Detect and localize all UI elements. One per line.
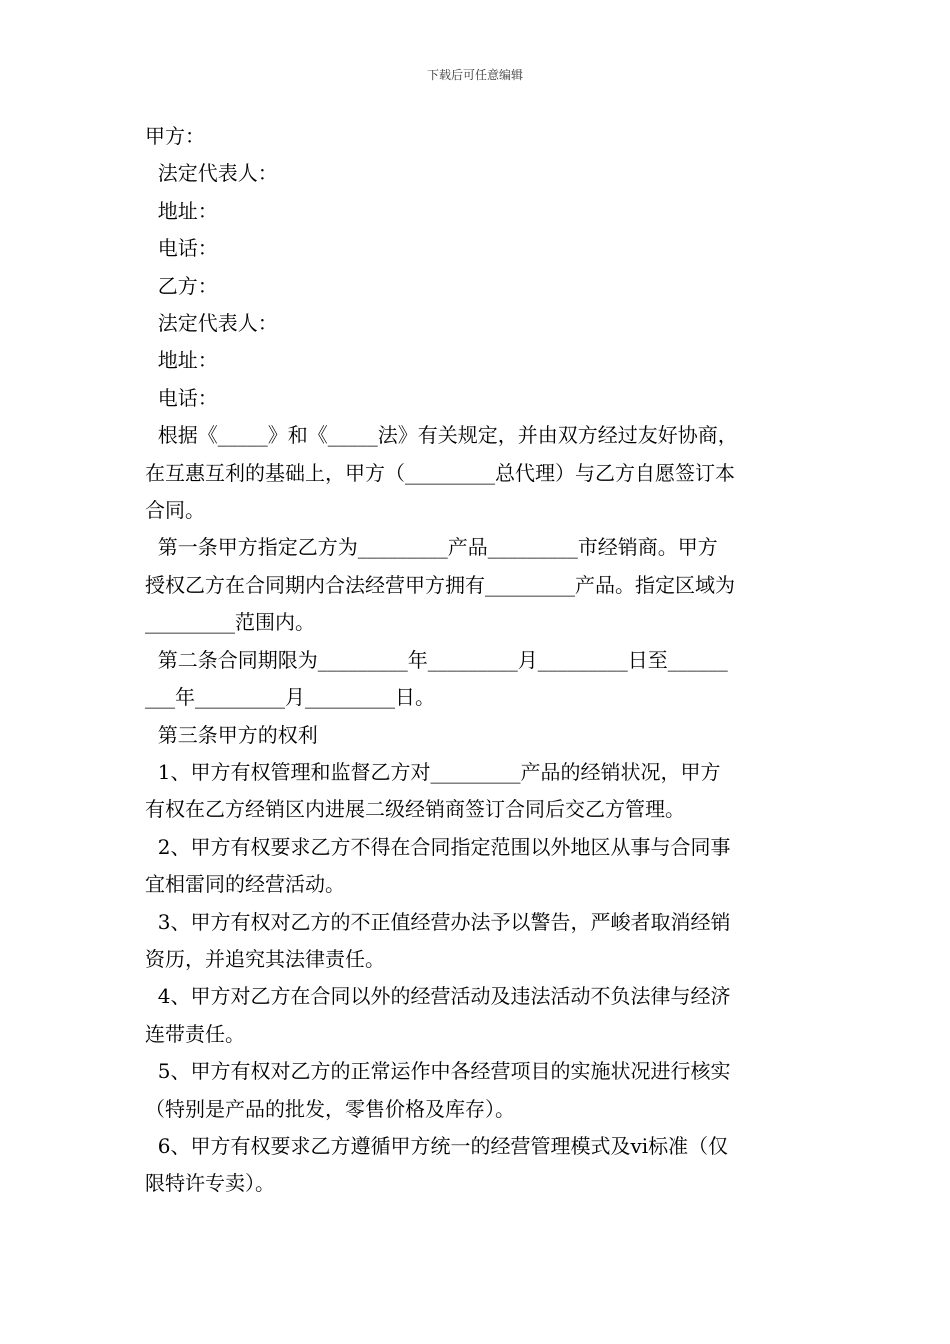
clause-3-line: 资历，并追究其法律责任。 — [145, 946, 385, 971]
party-a-legal-rep: 法定代表人： — [145, 161, 278, 186]
clause-2-line: 宜相雷同的经营活动。 — [145, 872, 345, 897]
clause-2-line: 2、甲方有权要求乙方不得在合同指定范围以外地区从事与合同事 — [145, 834, 731, 859]
party-a-phone: 电话： — [145, 236, 218, 261]
article-3-heading: 第三条甲方的权利 — [145, 722, 318, 747]
party-a-address: 地址： — [145, 198, 218, 223]
party-b-address: 地址： — [145, 348, 218, 373]
article-1-line: _________范围内。 — [145, 610, 315, 635]
article-1-line: 授权乙方在合同期内合法经营甲方拥有_________产品。指定区域为 — [145, 572, 735, 597]
clause-3-line: 3、甲方有权对乙方的不正值经营办法予以警告，严峻者取消经销 — [145, 909, 731, 934]
article-2-line: ___年_________月_________日。 — [145, 685, 435, 710]
preamble-line: 合同。 — [145, 498, 205, 523]
page-header-note: 下载后可任意编辑 — [426, 68, 523, 82]
clause-1-line: 1、甲方有权管理和监督乙方对_________产品的经销状况，甲方 — [145, 759, 721, 784]
clause-1-line: 有权在乙方经销区内进展二级经销商签订合同后交乙方管理。 — [145, 797, 685, 822]
clause-6-line: 6、甲方有权要求乙方遵循甲方统一的经营管理模式及vi标准（仅 — [145, 1133, 729, 1158]
party-b-legal-rep: 法定代表人： — [145, 311, 278, 336]
clause-6-line: 限特许专卖）。 — [145, 1171, 275, 1196]
party-b-label: 乙方： — [145, 273, 218, 298]
party-b-phone: 电话： — [145, 385, 218, 410]
article-1-line: 第一条甲方指定乙方为_________产品_________市经销商。甲方 — [145, 535, 718, 560]
party-a-label: 甲方： — [145, 124, 205, 148]
preamble-line: 根据《_____》和《_____法》有关规定，并由双方经过友好协商， — [145, 423, 738, 448]
contract-body — [145, 118, 813, 1203]
clause-5-line: 5、甲方有权对乙方的正常运作中各经营项目的实施状况进行核实 — [145, 1059, 731, 1084]
preamble-line: 在互惠互利的基础上，甲方（_________总代理）与乙方自愿签订本 — [145, 460, 735, 485]
article-2-line: 第二条合同期限为_________年_________月_________日至______ — [145, 647, 728, 672]
clause-4-line: 连带责任。 — [145, 1021, 245, 1046]
clause-5-line: （特别是产品的批发，零售价格及库存）。 — [145, 1096, 515, 1121]
clause-4-line: 4、甲方对乙方在合同以外的经营活动及违法活动不负法律与经济 — [145, 984, 731, 1009]
